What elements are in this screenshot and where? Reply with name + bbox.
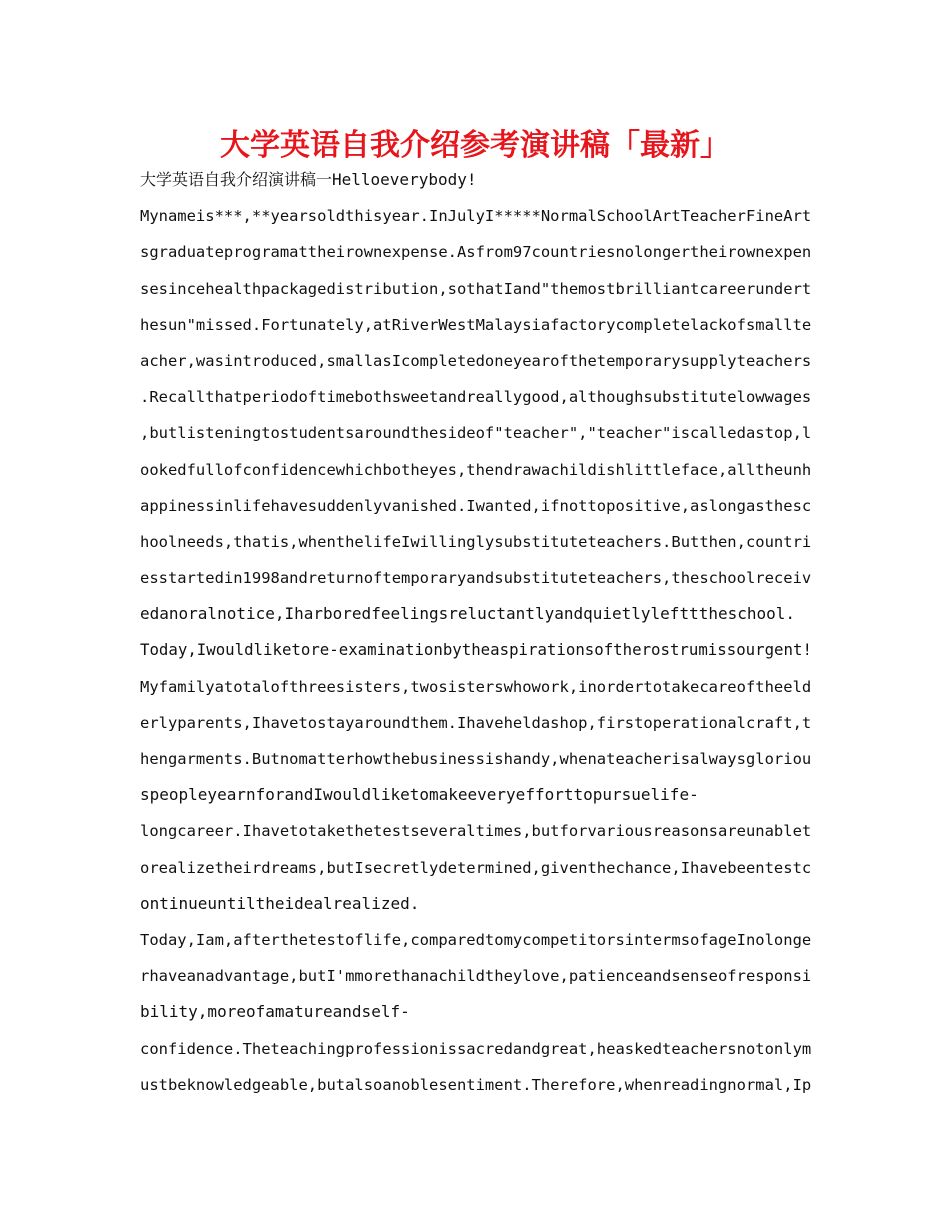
page-title: 大学英语自我介绍参考演讲稿「最新」 [220,128,730,163]
text-line: 大学英语自我介绍演讲稿一Helloeverybody! [140,170,477,189]
text-line: bility,moreofamatureandself- [140,1002,410,1022]
body-text [140,166,812,1107]
text-line: Today,Iam,afterthetestoflife,comparedtomycompetitorsintermsofageInolonge [140,930,812,949]
text-line: Myfamilyatotalofthreesisters,twosisterswhowork,inordertotakecareoftheeld [140,677,812,696]
text-line: confidence.Theteachingprofessionissacredandgreat,heaskedteachersnotonlym [140,1039,812,1058]
text-line: longcareer.Ihavetotakethetestseveraltimes,butforvariousreasonsareunablet [140,822,812,841]
text-line: sgraduateprogramattheirownexpense.Asfrom97countriesnolongertheirownexpen [140,243,812,262]
text-line: Today,Iwouldliketore-examinationbytheaspirationsoftherostrumissourgent! [140,640,812,660]
text-line: speopleyearnforandIwouldliketomakeeveryefforttopursuelife- [140,785,699,805]
text-line: esstartedin1998andreturnoftemporaryandsubstituteteachers,theschoolreceiv [140,569,812,588]
text-line: hengarments.Butnomatterhowthebusinessishandy,whenateacherisalwaysgloriou [140,750,812,768]
text-line: ontinueuntiltheidealrealized. [140,893,420,913]
text-line: orealizetheirdreams,butIsecretlydetermined,giventhechance,Ihavebeentestc [140,858,812,877]
text-line: Mynameis***,**yearsoldthisyear.InJulyI*****NormalSchoolArtTeacherFineArt [140,207,812,226]
text-line: hesun"missed.Fortunately,atRiverWestMalaysiafactorycompletelackofsmallte [140,315,812,334]
text-line: ustbeknowledgeable,butalsoanoblesentiment.Therefore,whenreadingnormal,Ip [140,1075,812,1094]
text-line: acher,wasintroduced,smallasIcompletedoneyearofthetemporarysupplyteachers [140,351,812,370]
text-line: sesincehealthpackagedistribution,sothatIand"themostbrilliantcareerundert [140,279,812,298]
text-line: ,butlisteningtostudentsaroundthesideof"teacher","teacher"iscalledastop,l [140,424,812,443]
text-line: rhaveanadvantage,butI'mmorethanachildtheylove,patienceandsenseofresponsi [140,967,812,986]
text-line: erlyparents,Ihavetostayaroundthem.Ihaveheldashop,firstoperationalcraft,t [140,713,812,732]
text-line: ookedfullofconfidencewhichbotheyes,thendrawachildishlittleface,alltheunh [140,460,812,479]
text-line: edanoralnotice,Iharboredfeelingsreluctantlyandquietlyleftttheschool. [140,604,796,624]
text-line: hoolneeds,thatis,whenthelifeIwillinglysubstituteteachers.Butthen,countri [140,532,812,551]
text-line: appinessinlifehavesuddenlyvanished.Iwanted,ifnottopositive,aslongasthesc [140,496,812,515]
text-line: .Recallthatperiodoftimebothsweetandreallygood,althoughsubstitutelowwages [140,388,812,407]
